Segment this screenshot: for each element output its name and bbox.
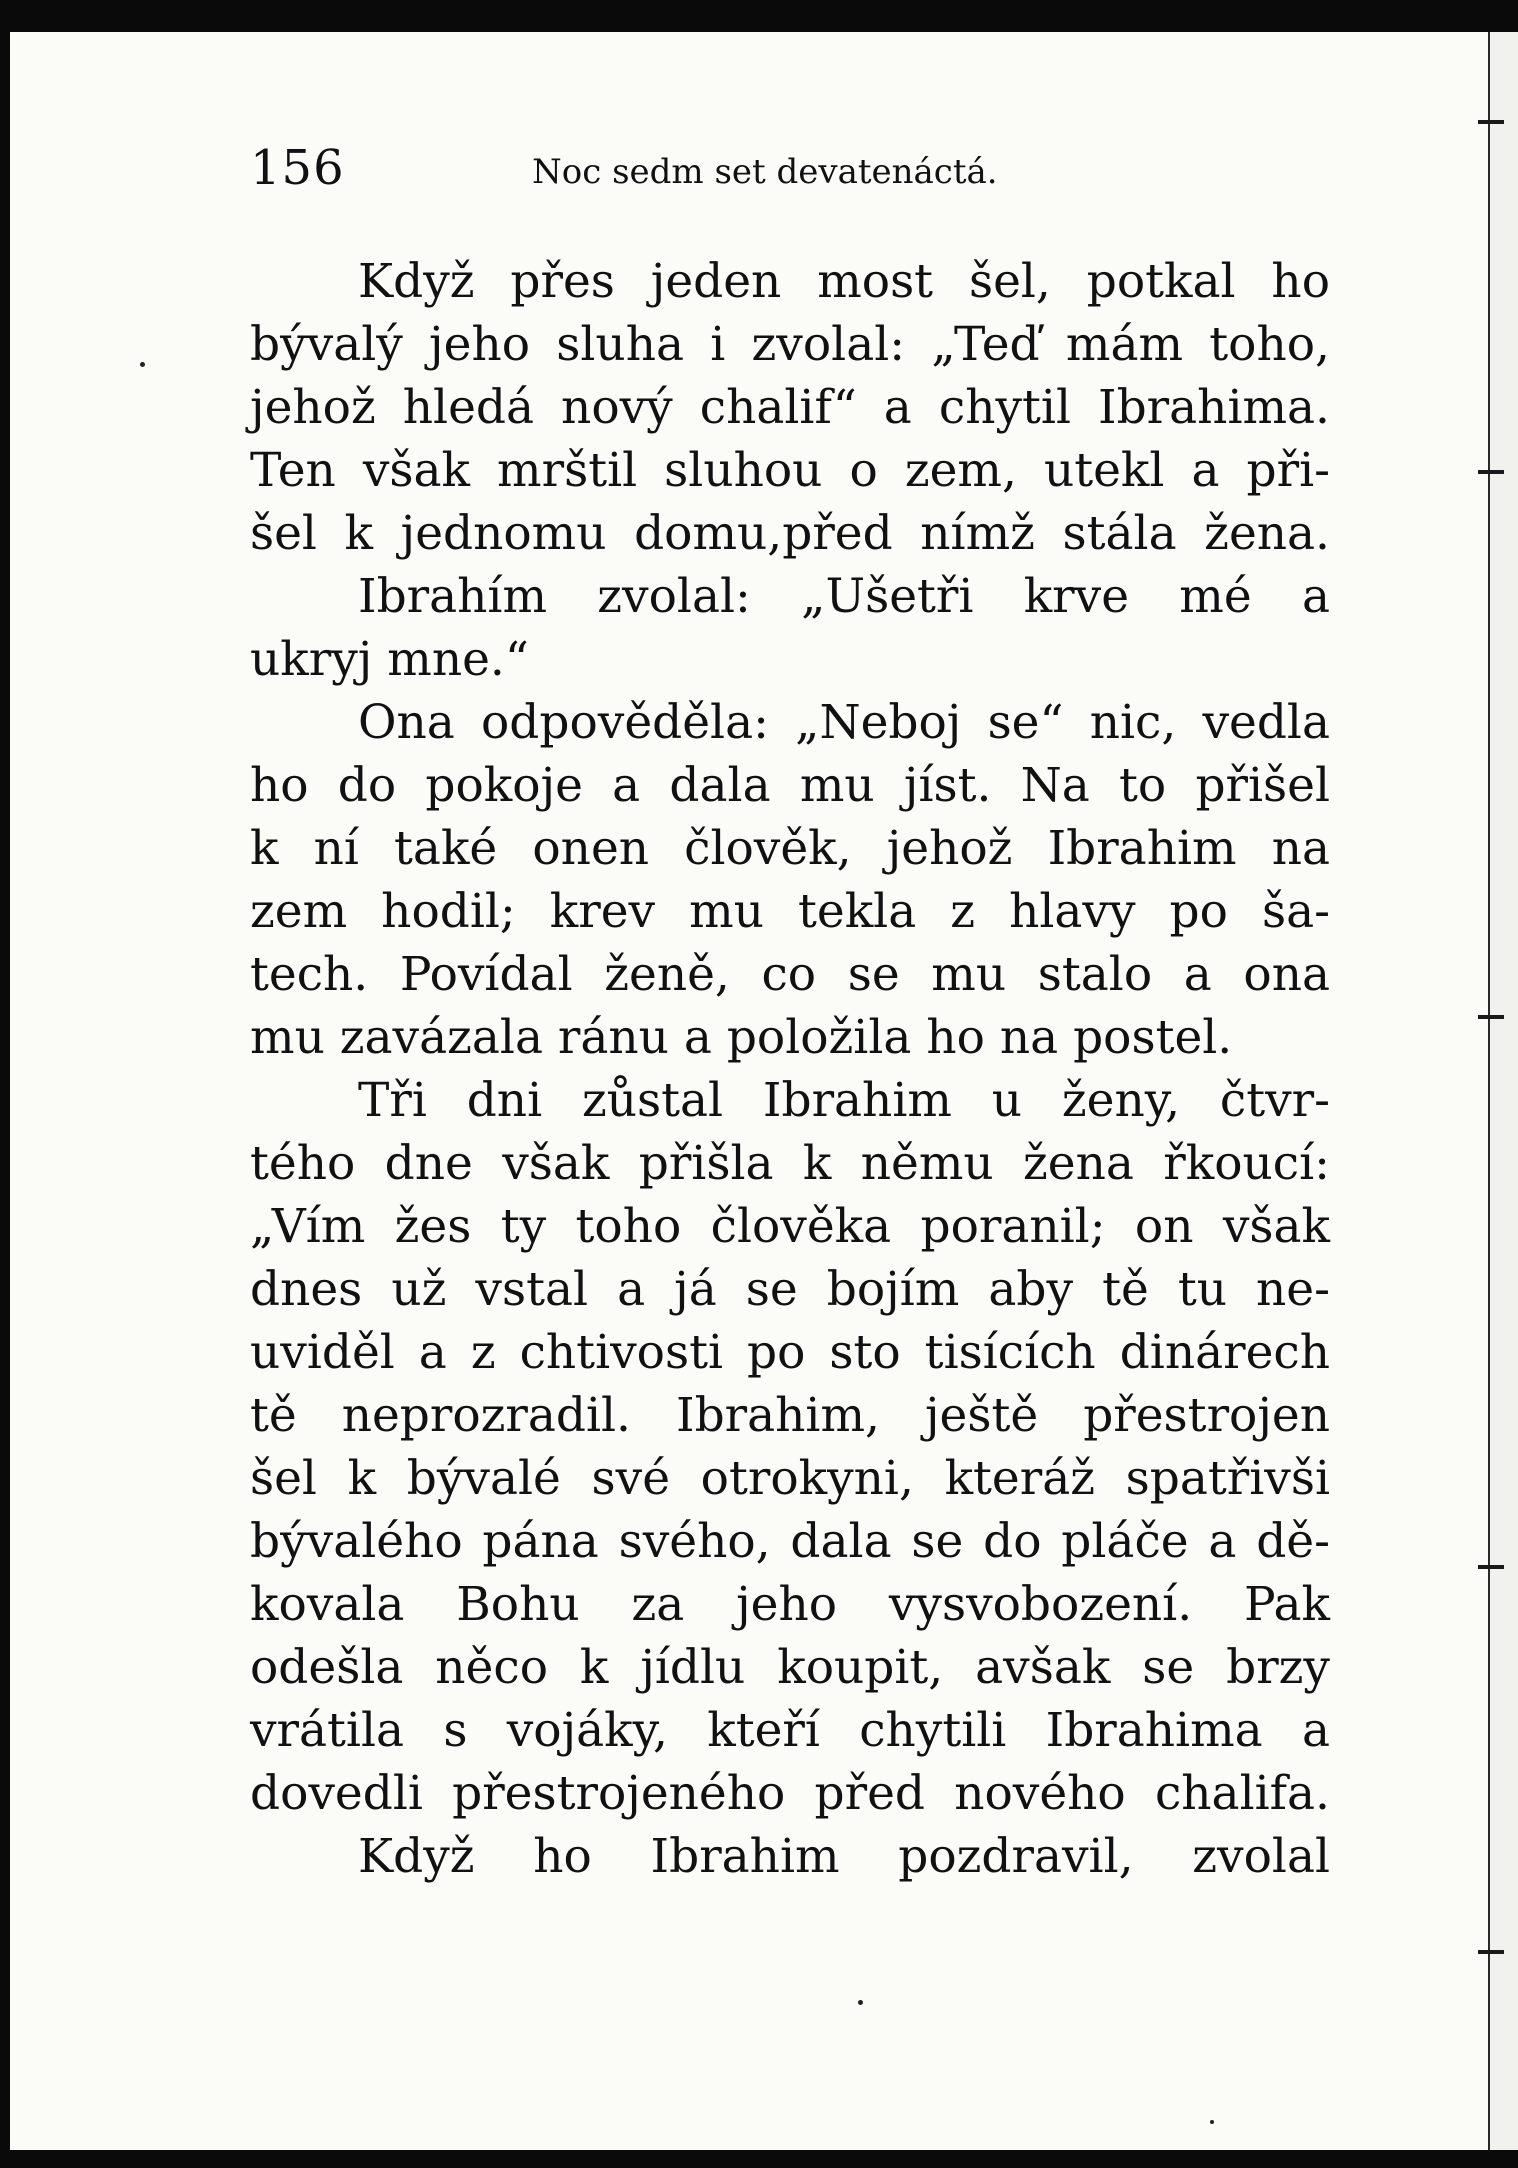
text-line: kovala Bohu za jeho vysvobození. Pak (250, 1577, 1330, 1632)
text-line: ukryj mne.“ (250, 632, 529, 687)
text-line: Ibrahím zvolal: „Ušetři krve mé a (358, 569, 1330, 624)
text-line: vrátila s vojáky, kteří chytili Ibrahima a (250, 1703, 1330, 1758)
text-line: šel k bývalé své otrokyni, kteráž spatřivši (250, 1451, 1330, 1506)
text-line: zem hodil; krev mu tekla z hlavy po ša- (250, 884, 1330, 939)
text-line: Ten však mrštil sluhou o zem, utekl a při- (250, 443, 1330, 498)
text-line: Tři dni zůstal Ibrahim u ženy, čtvr- (358, 1073, 1330, 1128)
running-title: Noc sedm set devatenáctá. (532, 152, 998, 192)
text-line: tého dne však přišla k němu žena řkoucí: (250, 1136, 1330, 1191)
edge-mark (1478, 470, 1504, 474)
edge-mark (1478, 1565, 1504, 1569)
edge-mark (1478, 1950, 1504, 1954)
text-line: šel k jednomu domu,před nímž stála žena. (250, 506, 1330, 561)
text-line: ho do pokoje a dala mu jíst. Na to přišel (250, 758, 1330, 813)
text-line: bývalý jeho sluha i zvolal: „Teď mám toho, (250, 317, 1330, 372)
text-line: uviděl a z chtivosti po sto tisících dinárech (250, 1325, 1330, 1380)
text-line: Když ho Ibrahim pozdravil, zvolal (358, 1829, 1330, 1884)
edge-mark (1478, 120, 1504, 124)
text-line: dovedli přestrojeného před nového chalifa. (250, 1766, 1330, 1821)
text-line: mu zavázala ránu a položila ho na postel. (250, 1010, 1233, 1065)
text-line: bývalého pána svého, dala se do pláče a dě- (250, 1514, 1330, 1569)
paper-speck (140, 362, 145, 367)
paper-speck (1210, 2120, 1214, 2124)
text-line: odešla něco k jídlu koupit, avšak se brzy (250, 1640, 1330, 1695)
text-line: k ní také onen člověk, jehož Ibrahim na (250, 821, 1330, 876)
page-edge (1488, 32, 1518, 2150)
page-number: 156 (250, 140, 345, 196)
edge-mark (1478, 1015, 1504, 1019)
body-text (250, 250, 1330, 1888)
text-line: tech. Povídal ženě, co se mu stalo a ona (250, 947, 1330, 1002)
paper-speck (858, 2000, 863, 2005)
running-header (250, 140, 1270, 200)
text-line: Ona odpověděla: „Neboj se“ nic, vedla (358, 695, 1330, 750)
text-line: dnes už vstal a já se bojím aby tě tu ne- (250, 1262, 1330, 1317)
text-line: „Vím žes ty toho člověka poranil; on však (250, 1199, 1330, 1254)
text-line: jehož hledá nový chalif“ a chytil Ibrahima. (250, 380, 1330, 435)
text-line: tě neprozradil. Ibrahim, ještě přestrojen (250, 1388, 1330, 1443)
text-line: Když přes jeden most šel, potkal ho (358, 254, 1330, 309)
